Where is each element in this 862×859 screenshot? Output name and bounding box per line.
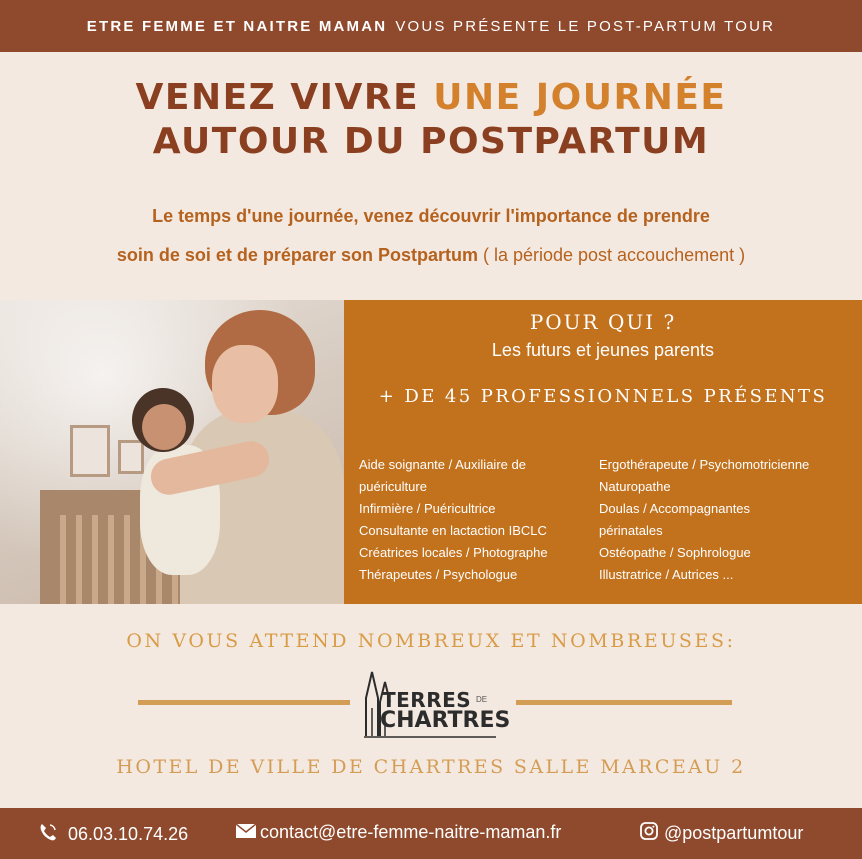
list-item: Aide soignante / Auxiliaire de bbox=[359, 457, 526, 472]
professionals-count: + DE 45 PROFESSIONNELS PRÉSENTS bbox=[378, 386, 828, 407]
baby-face bbox=[142, 404, 186, 450]
terres-de-chartres-logo bbox=[360, 668, 511, 740]
list-item: périnatales bbox=[599, 523, 663, 538]
logo-line2: CHARTRES bbox=[380, 708, 511, 733]
list-item: Ergothérapeute / Psychomotricienne bbox=[599, 457, 810, 472]
contact-footer bbox=[0, 808, 862, 859]
headline-line2: AUTOUR DU POSTPARTUM bbox=[152, 121, 710, 162]
brand-name: ETRE FEMME ET NAITRE MAMAN bbox=[86, 17, 388, 35]
list-item: Ostéopathe / Sophrologue bbox=[599, 545, 751, 560]
intro-line2: soin de soi et de préparer son Postpartum bbox=[116, 245, 478, 265]
logo-small: DE bbox=[476, 695, 488, 704]
headline-part1: VENEZ VIVRE bbox=[135, 77, 434, 118]
phone-number: 06.03.10.74.26 bbox=[68, 824, 189, 844]
intro-line2-paren: ( la période post accouchement ) bbox=[477, 245, 746, 265]
divider-right bbox=[516, 700, 732, 705]
mother-baby-photo bbox=[0, 300, 344, 604]
invitation-text: ON VOUS ATTEND NOMBREUX ET NOMBREUSES: bbox=[126, 630, 736, 652]
mother-face bbox=[212, 345, 278, 423]
audience-question: POUR QUI ? bbox=[529, 310, 677, 334]
intro-text bbox=[0, 197, 862, 275]
list-item: puériculture bbox=[359, 479, 427, 494]
list-item: Infirmière / Puéricultrice bbox=[359, 501, 496, 516]
info-band bbox=[0, 300, 862, 604]
logo-line1: TERRES bbox=[382, 688, 472, 712]
list-item: Consultante en lactaction IBCLC bbox=[359, 523, 547, 538]
instagram-handle: @postpartumtour bbox=[664, 823, 804, 843]
list-item: Thérapeutes / Psychologue bbox=[359, 567, 518, 582]
headline bbox=[0, 76, 862, 164]
instagram-icon bbox=[640, 822, 658, 845]
list-item: Naturopathe bbox=[599, 479, 671, 494]
list-item: Doulas / Accompagnantes bbox=[599, 501, 751, 516]
instagram-contact[interactable] bbox=[640, 822, 803, 845]
banner-tagline: VOUS PRÉSENTE LE POST-PARTUM TOUR bbox=[395, 17, 776, 35]
phone-contact[interactable] bbox=[38, 822, 188, 847]
professions-list-left bbox=[359, 454, 594, 586]
intro-line1: Le temps d'une journée, venez découvrir l'importance de prendre bbox=[152, 206, 710, 226]
wall-frame bbox=[118, 440, 144, 474]
phone-icon bbox=[38, 822, 58, 847]
list-item: Créatrices locales / Photographe bbox=[359, 545, 548, 560]
email-contact[interactable] bbox=[236, 822, 561, 843]
professions-list-right bbox=[599, 454, 861, 586]
top-banner bbox=[0, 0, 862, 52]
divider-left bbox=[138, 700, 350, 705]
envelope-icon bbox=[236, 822, 256, 843]
list-item: Illustratrice / Autrices ... bbox=[599, 567, 734, 582]
wall-frame bbox=[70, 425, 110, 477]
audience-panel bbox=[344, 300, 862, 604]
email-address: contact@etre-femme-naitre-maman.fr bbox=[260, 822, 562, 842]
headline-accent: UNE JOURNÉE bbox=[433, 77, 727, 118]
audience-text: Les futurs et jeunes parents bbox=[491, 340, 715, 360]
venue-text: HOTEL DE VILLE DE CHARTRES SALLE MARCEAU 2 bbox=[116, 756, 746, 778]
